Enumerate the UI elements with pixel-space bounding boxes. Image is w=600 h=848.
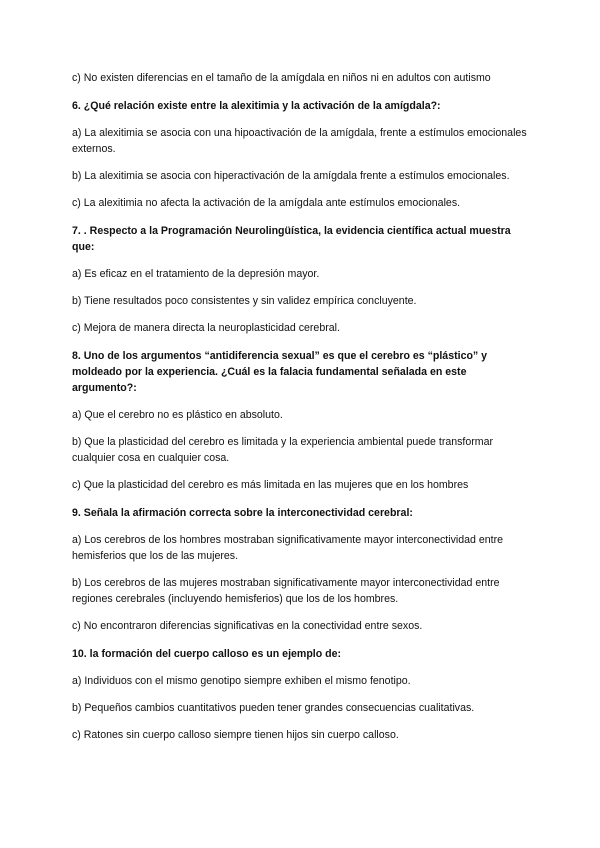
q10-option-a: a) Individuos con el mismo genotipo siempre exhiben el mismo fenotipo.: [72, 675, 411, 687]
q6-option-b: b) La alexitimia se asocia con hiperactivación de la amígdala frente a estímulos emocionales.: [72, 170, 510, 182]
question-8-title: 8. Uno de los argumentos “antidiferencia sexual” es que el cerebro es “plástico” y moldeado por la experiencia. ¿Cuál es la falacia fundamental señalada en este argumento?:: [72, 350, 488, 394]
q9-option-b: b) Los cerebros de las mujeres mostraban significativamente mayor interconectividad entre regiones cerebrales (incluyendo hemisferios) que los de los hombres.: [72, 577, 500, 605]
question-7-title: 7. . Respecto a la Programación Neurolingüística, la evidencia científica actual muestra que:: [72, 225, 511, 253]
q9-option-c: c) No encontraron diferencias significativas en la conectividad entre sexos.: [72, 620, 423, 632]
question-10-title: 10. la formación del cuerpo calloso es un ejemplo de:: [72, 648, 342, 660]
q8-option-a: a) Que el cerebro no es plástico en absoluto.: [72, 409, 283, 421]
q7-option-c: c) Mejora de manera directa la neuroplasticidad cerebral.: [72, 322, 340, 334]
question-6-title: 6. ¿Qué relación existe entre la alexitimia y la activación de la amígdala?:: [72, 100, 441, 112]
q10-option-c: c) Ratones sin cuerpo calloso siempre tienen hijos sin cuerpo calloso.: [72, 729, 399, 741]
q7-option-b: b) Tiene resultados poco consistentes y sin validez empírica concluyente.: [72, 295, 417, 307]
q6-option-a: a) La alexitimia se asocia con una hipoactivación de la amígdala, frente a estímulos emocionales externos.: [72, 127, 527, 155]
q8-option-b: b) Que la plasticidad del cerebro es limitada y la experiencia ambiental puede transformar cualquier cosa en cualquier cosa.: [72, 436, 494, 464]
q8-option-c: c) Que la plasticidad del cerebro es más limitada en las mujeres que en los hombres: [72, 479, 469, 491]
document-page: [72, 70, 532, 743]
question-9-title: 9. Señala la afirmación correcta sobre la interconectividad cerebral:: [72, 507, 413, 519]
q7-option-a: a) Es eficaz en el tratamiento de la depresión mayor.: [72, 268, 320, 280]
q5-option-c: c) No existen diferencias en el tamaño de la amígdala en niños ni en adultos con autismo: [72, 72, 491, 84]
q10-option-b: b) Pequeños cambios cuantitativos pueden tener grandes consecuencias cualitativas.: [72, 702, 475, 714]
q6-option-c: c) La alexitimia no afecta la activación de la amígdala ante estímulos emocionales.: [72, 197, 461, 209]
q9-option-a: a) Los cerebros de los hombres mostraban significativamente mayor interconectividad entre hemisferios que los de las mujeres.: [72, 534, 504, 562]
